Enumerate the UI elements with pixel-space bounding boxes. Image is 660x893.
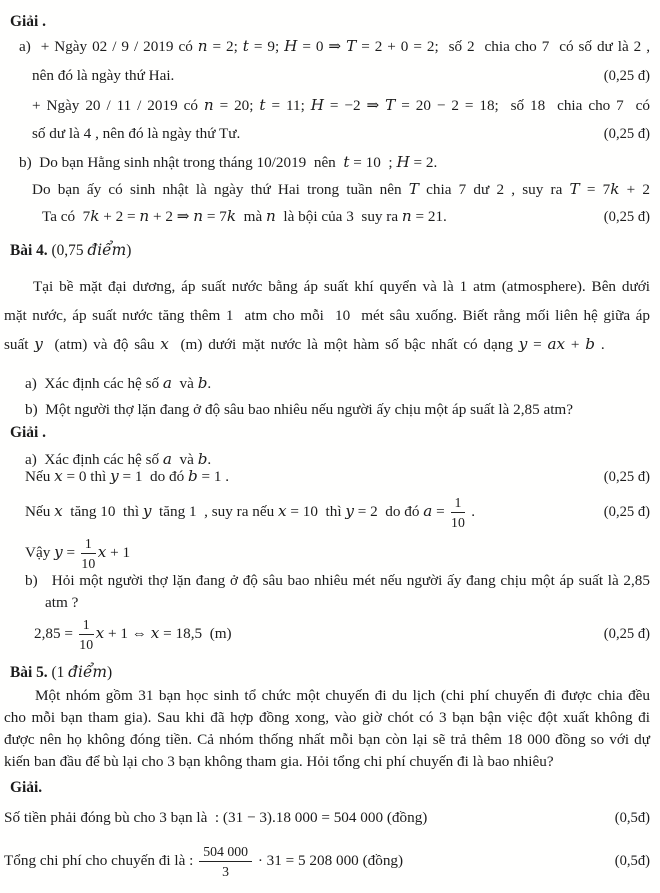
text-line [4, 730, 650, 750]
text-run: và [171, 451, 198, 468]
text-run: = 0 ⇒ [297, 38, 347, 55]
math-run: n [203, 96, 214, 114]
text-line-with-points [4, 66, 650, 86]
line-text [32, 125, 240, 142]
text-run: b) Một người thợ lặn đang ở độ sâu bao nhiêu nếu người ấy chịu một áp suất là 2,85 atm? [25, 401, 573, 418]
formula-line-with-points [4, 492, 650, 531]
math-run: T [408, 180, 419, 198]
text-run: Vậy [25, 544, 55, 561]
math-run: T [346, 37, 357, 55]
math-run: a [162, 374, 172, 392]
text-run: số dư là 4 , nên đó là ngày thứ Tư. [32, 125, 241, 142]
text-run: = 2; [207, 38, 243, 55]
fraction: $\frac{1}{10}$ [451, 495, 465, 530]
text-run: = 10 ; [349, 154, 397, 171]
math-run: k [226, 207, 237, 225]
text-run: = 20 − 2 = 18; số 18 chia cho 7 có [395, 97, 650, 114]
text-run: + 2 = [99, 208, 140, 225]
text-run: Bài 4. [10, 242, 48, 259]
line-text [42, 208, 447, 225]
text-line [4, 334, 650, 355]
text-line-with-points [4, 124, 650, 144]
text-run: + [565, 336, 586, 353]
text-run: Ta có 7 [42, 208, 91, 225]
points-label: (0,5đ) [614, 810, 650, 826]
text-line [4, 708, 650, 728]
math-run: n [139, 207, 150, 225]
text-line-with-points [4, 206, 650, 227]
text-run: mà [236, 208, 266, 225]
text-run: được nên họ không đóng tiền. Cả nhóm thống nhất mỗi bạn còn lại sẽ trả thêm 18 000 đồng so với dự [4, 731, 650, 748]
points-label: (0,25 đ) [603, 625, 650, 642]
math-run: n [193, 207, 204, 225]
text-run: = 1 do đó [118, 468, 188, 485]
solution-heading-bai5 [4, 778, 650, 798]
math-run: t [242, 37, 249, 55]
text-line [4, 95, 650, 116]
solution-heading-bai4 [4, 423, 650, 443]
text-run: (atm) và độ sâu [42, 336, 161, 353]
text-run: Giải . [10, 13, 46, 30]
points-label: (0,25 đ) [603, 68, 650, 84]
text-run: Nếu [25, 503, 55, 520]
math-run: x [97, 543, 107, 561]
math-run: x [54, 467, 63, 485]
text-run: Một nhóm gồm 31 bạn học sinh tổ chức một chuyến đi du lịch (chi phí chuyến đi được chia đều [35, 687, 650, 704]
math-run: H [396, 153, 410, 171]
line-text [4, 809, 427, 826]
math-run: y [518, 335, 528, 353]
math-run: b [197, 374, 208, 392]
fraction: $\frac{1}{10}$ [81, 536, 96, 571]
math-run: y [34, 335, 43, 353]
text-line-with-points [4, 808, 650, 828]
text-run: = 9; [248, 38, 285, 55]
math-run: x [160, 335, 169, 353]
text-line [4, 36, 650, 57]
math-run: t [259, 96, 266, 114]
text-line [4, 306, 650, 326]
math-run: điểm [87, 241, 127, 259]
text-run: = [527, 336, 548, 353]
math-run: a [162, 450, 172, 468]
text-run: = 10 thì [286, 503, 346, 520]
math-run: ax [547, 335, 566, 353]
math-run: y [345, 502, 354, 520]
text-run: Giải. [10, 779, 43, 796]
text-run: . [207, 375, 212, 392]
line-text [32, 67, 174, 84]
fraction: $\frac{1}{10}$ [79, 617, 94, 652]
text-run: + 1 [106, 544, 131, 561]
text-run: b) Do bạn Hằng sinh nhật trong tháng 10/2019 nên [19, 154, 344, 171]
text-run: = 20; [213, 97, 260, 114]
math-run: k [90, 207, 100, 225]
points-label: (0,25 đ) [603, 208, 650, 225]
text-run: cho mỗi bạn tham gia). Sau khi đã hợp đồng xong, vào giờ chót có 3 bạn bận việc đột xuất không đi [4, 709, 650, 726]
math-run: y [110, 467, 119, 485]
text-run: tăng 10 thì [62, 503, 143, 520]
problem-heading-bai4 [4, 240, 650, 261]
math-run: b [188, 467, 198, 485]
text-run: Tổng chi phí cho chuyến đi là : [4, 852, 198, 869]
text-run: = 2 do đó [353, 503, 424, 520]
text-run: a) Xác định các hệ số [25, 375, 163, 392]
math-run: T [569, 180, 580, 198]
text-line [4, 593, 650, 613]
text-run: Giải . [10, 424, 46, 441]
formula-line [4, 533, 650, 572]
points-label: (0,25 đ) [603, 126, 650, 142]
text-run: Bài 5. [10, 664, 48, 681]
text-line [4, 152, 650, 173]
solution-heading-bai3 [4, 12, 650, 32]
math-run: n [197, 37, 208, 55]
formula-line-with-points [4, 842, 650, 880]
text-line-with-points [4, 466, 650, 487]
points-label: (0,25 đ) [603, 503, 650, 520]
math-run: x [150, 624, 160, 642]
math-run: x [277, 502, 287, 520]
text-run: + 1 ⇔ [104, 625, 151, 642]
math-run: t [343, 153, 350, 171]
math-run: H [284, 37, 298, 55]
text-run: = 7 [203, 208, 227, 225]
text-line [4, 686, 650, 706]
text-run: (0,75 [47, 242, 88, 259]
problem-heading-bai5 [4, 662, 650, 683]
text-line [4, 179, 650, 200]
text-run: Tại bề mặt đại dương, áp suất nước bằng áp suất khí quyển và là 1 atm (atmosphere). Bên dưới [33, 278, 650, 295]
text-line [4, 571, 650, 591]
text-run: = 2 + 0 = 2; số 2 chia cho 7 có số dư là 2 , [356, 38, 650, 55]
math-run: T [385, 96, 396, 114]
text-run: = 7 [579, 181, 611, 198]
text-run: = 2. [409, 154, 438, 171]
text-run: mặt nước, áp suất nước tăng thêm 1 atm cho mỗi 10 mét sâu xuống. Biết rằng mối liên hệ giữa áp [4, 307, 650, 324]
text-line [4, 277, 650, 297]
text-run: · 31 = 5 208 000 (đồng) [254, 852, 404, 869]
math-run: y [142, 502, 152, 520]
text-run: = 18,5 (m) [159, 625, 232, 642]
math-run: điểm [68, 663, 108, 681]
math-run: H [310, 96, 324, 114]
text-run: = 21. [411, 208, 447, 225]
text-run: = 1 . [197, 468, 230, 485]
text-run: . [595, 336, 605, 353]
text-run: + Ngày 20 / 11 / 2019 có [32, 97, 204, 114]
text-run: a) Xác định các hệ số [25, 451, 163, 468]
text-run: kiến ban đầu để bù lại cho 3 bạn không tham gia. Hỏi tổng chi phí chuyến đi là bao nhiêu? [4, 753, 554, 770]
line-text [34, 617, 232, 652]
text-run: a) + Ngày 02 / 9 / 2019 có [19, 38, 198, 55]
text-run: = [62, 544, 79, 561]
math-run: n [266, 207, 276, 225]
text-run: ) [126, 242, 132, 259]
fraction: $\frac{504 000}{3}$ [197, 844, 254, 879]
text-run: Số tiền phải đóng bù cho 3 bạn là : (31 − 3).18 000 = 504 000 (đồng) [4, 809, 428, 826]
text-run: Do bạn ấy có sinh nhật là ngày thứ Hai trong tuần nên [32, 181, 409, 198]
text-run: = [432, 503, 449, 520]
text-run: b) Hỏi một người thợ lặn đang ở độ sâu bao nhiêu mét nếu người ấy đang chịu một áp suất là 2,85 [25, 572, 650, 589]
text-run: . [207, 451, 212, 468]
text-run: chia 7 dư 2 , suy ra [418, 181, 570, 198]
math-run: k [610, 180, 620, 198]
text-run: . [467, 503, 475, 520]
text-run: = 0 thì [62, 468, 111, 485]
math-run: b [585, 335, 596, 353]
math-run: y [54, 543, 63, 561]
text-run: và [171, 375, 198, 392]
points-label: (0,25 đ) [603, 468, 650, 485]
math-run: x [54, 502, 63, 520]
formula-line-with-points [4, 614, 650, 653]
math-run: b [197, 450, 208, 468]
math-run: n [401, 207, 412, 225]
text-line [4, 373, 650, 394]
text-run: suất [4, 336, 35, 353]
text-run: atm ? [45, 594, 79, 611]
text-run: = 11; [265, 97, 311, 114]
text-run: tăng 1 , suy ra nếu [151, 503, 278, 520]
text-run: ) [107, 664, 113, 681]
text-line [4, 400, 650, 420]
text-run: Nếu [25, 468, 55, 485]
text-run: = −2 ⇒ [323, 97, 386, 114]
line-text [4, 844, 404, 879]
text-line [4, 752, 650, 772]
math-run: a [423, 502, 433, 520]
points-label: (0,5đ) [614, 853, 650, 869]
text-run: + 2 ⇒ [149, 208, 194, 225]
text-run: (m) dưới mặt nước là một hàm số bậc nhất có dạng [168, 336, 519, 353]
text-run: + 2 [619, 181, 650, 198]
text-run: (1 [47, 664, 69, 681]
line-text [25, 495, 475, 530]
line-text [25, 468, 229, 485]
text-run: là bội của 3 suy ra [275, 208, 402, 225]
text-run: nên đó là ngày thứ Hai. [32, 67, 175, 84]
text-run: 2,85 = [34, 625, 77, 642]
math-run: x [95, 624, 105, 642]
